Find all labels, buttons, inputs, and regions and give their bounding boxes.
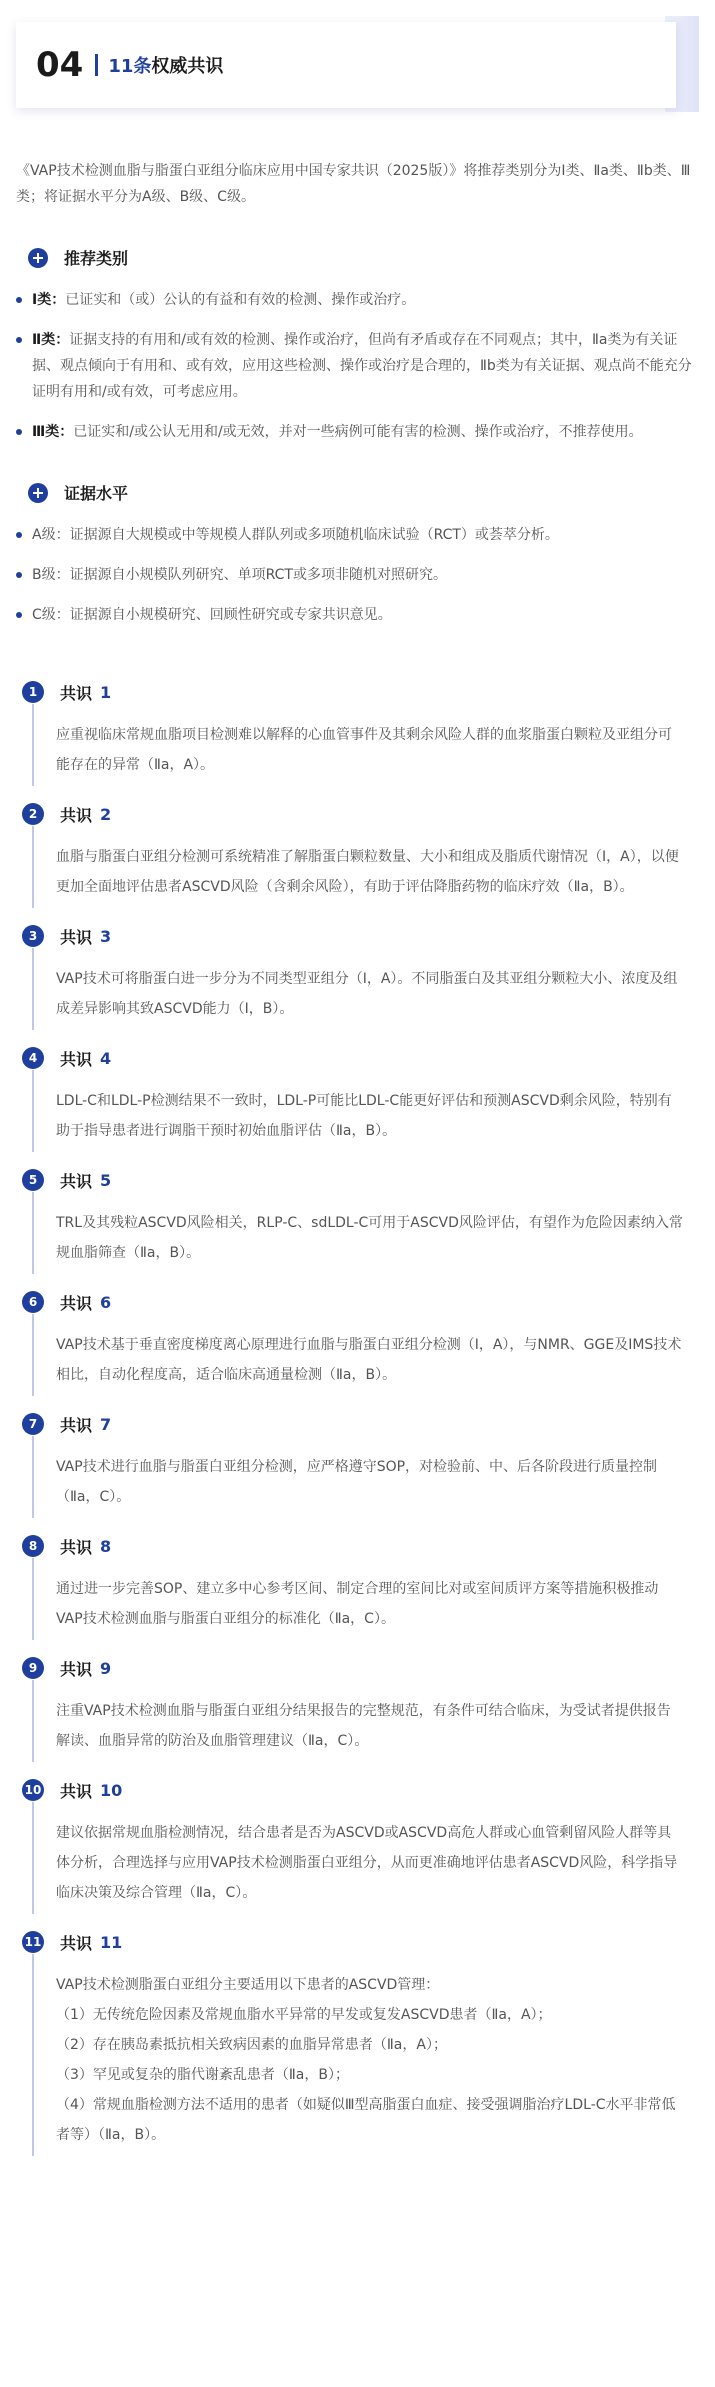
consensus-number-badge: 1 xyxy=(22,681,44,703)
consensus-number-badge: 7 xyxy=(22,1413,44,1435)
consensus-header xyxy=(22,1778,715,1802)
consensus-index: 6 xyxy=(100,1292,112,1312)
consensus-item xyxy=(22,1046,715,1152)
list-item xyxy=(16,602,699,628)
consensus-body xyxy=(32,1802,700,1914)
consensus-body xyxy=(32,1680,700,1762)
consensus-index: 2 xyxy=(100,804,112,824)
consensus-index: 7 xyxy=(100,1414,112,1434)
consensus-label: 共识 xyxy=(60,805,93,825)
consensus-item xyxy=(22,1534,715,1640)
consensus-header xyxy=(22,1290,715,1314)
consensus-text-line: VAP技术可将脂蛋白进一步分为不同类型亚组分（Ⅰ，A）。不同脂蛋白及其亚组分颗粒大小、浓度及组成差异影响其致ASCVD能力（Ⅰ，B）。 xyxy=(56,971,678,1017)
consensus-index: 9 xyxy=(100,1658,112,1678)
list-item-body: 证据支持的有用和/或有效的检测、操作或治疗，但尚有矛盾或存在不同观点；其中，Ⅱa类为有关证据、观点倾向于有用和、或有效，应用这些检测、操作或治疗是合理的，Ⅱb类为有关证据、观点尚不能充分证明有用和/或有效，可考虑应用。 xyxy=(32,332,692,400)
list-item-text xyxy=(32,287,415,313)
consensus-label: 共识 xyxy=(60,927,93,947)
consensus-header xyxy=(22,1656,715,1680)
consensus-text-line: （2）存在胰岛素抵抗相关致病因素的血脂异常患者（Ⅱa，A）； xyxy=(56,2037,447,2053)
recommend-heading xyxy=(0,210,715,269)
consensus-text-line: （1）无传统危险因素及常规血脂水平异常的早发或复发ASCVD患者（Ⅱa，A）； xyxy=(56,2007,552,2023)
list-item xyxy=(16,522,699,548)
consensus-body xyxy=(32,1558,700,1640)
consensus-number-badge: 9 xyxy=(22,1657,44,1679)
consensus-item xyxy=(22,680,715,786)
consensus-index: 3 xyxy=(100,926,112,946)
consensus-body xyxy=(32,948,700,1030)
bullet-dot-icon xyxy=(16,337,22,343)
consensus-index: 1 xyxy=(100,682,112,702)
bullet-dot-icon xyxy=(16,297,22,303)
consensus-body xyxy=(32,1192,700,1274)
consensus-number-badge: 3 xyxy=(22,925,44,947)
consensus-body xyxy=(32,1314,700,1396)
consensus-item xyxy=(22,802,715,908)
consensus-body xyxy=(32,1436,700,1518)
header-card xyxy=(16,22,676,108)
consensus-text-line: 通过进一步完善SOP、建立多中心参考区间、制定合理的室间比对或室间质评方案等措施积极推动VAP技术检测血脂与脂蛋白亚组分的标准化（Ⅱa，C）。 xyxy=(56,1581,659,1627)
consensus-label: 共识 xyxy=(60,1415,93,1435)
list-item xyxy=(16,562,699,588)
list-item-label: Ⅲ类： xyxy=(32,424,74,440)
list-item-body: B级：证据源自小规模队列研究、单项RCT或多项非随机对照研究。 xyxy=(32,567,447,583)
intro-paragraph: 《VAP技术检测血脂与脂蛋白亚组分临床应用中国专家共识（2025版）》将推荐类别分为Ⅰ类、Ⅱa类、Ⅱb类、Ⅲ类；将证据水平分为A级、B级、C级。 xyxy=(16,163,691,205)
consensus-label: 共识 xyxy=(60,1933,93,1953)
consensus-body xyxy=(32,704,700,786)
consensus-label: 共识 xyxy=(60,1171,93,1191)
consensus-header xyxy=(22,924,715,948)
consensus-body xyxy=(32,826,700,908)
bullet-dot-icon xyxy=(16,532,22,538)
list-item-body: C级：证据源自小规模研究、回顾性研究或专家共识意见。 xyxy=(32,607,392,623)
consensus-body xyxy=(32,1070,700,1152)
list-item xyxy=(16,327,699,405)
consensus-index: 5 xyxy=(100,1170,112,1190)
consensus-header xyxy=(22,802,715,826)
consensus-body xyxy=(32,1954,700,2156)
consensus-item xyxy=(22,1656,715,1762)
consensus-label: 共识 xyxy=(60,1781,93,1801)
consensus-header xyxy=(22,680,715,704)
recommend-list xyxy=(0,269,715,445)
section-number: 04 xyxy=(36,45,84,85)
plus-circle-icon xyxy=(28,483,48,503)
consensus-text-line: 建议依据常规血脂检测情况，结合患者是否为ASCVD或ASCVD高危人群或心血管剩留风险人群等具体分析，合理选择与应用VAP技术检测脂蛋白亚组分，从而更准确地评估患者ASCVD风险，科学指导临床决策及综合管理（Ⅱa，C）。 xyxy=(56,1825,678,1901)
consensus-header xyxy=(22,1046,715,1070)
evidence-list xyxy=(0,504,715,628)
header-divider xyxy=(95,54,98,76)
bullet-dot-icon xyxy=(16,612,22,618)
list-item-body: A级：证据源自大规模或中等规模人群队列或多项随机临床试验（RCT）或荟萃分析。 xyxy=(32,527,559,543)
consensus-index: 4 xyxy=(100,1048,112,1068)
consensus-number-badge: 11 xyxy=(22,1931,44,1953)
consensus-index: 11 xyxy=(100,1932,123,1952)
list-item-text xyxy=(32,327,699,405)
consensus-item xyxy=(22,924,715,1030)
list-item xyxy=(16,287,699,313)
consensus-label: 共识 xyxy=(60,1049,93,1069)
consensus-text-line: VAP技术进行血脂与脂蛋白亚组分检测，应严格遵守SOP，对检验前、中、后各阶段进行质量控制（Ⅱa，C）。 xyxy=(56,1459,658,1505)
recommend-heading-text: 推荐类别 xyxy=(64,249,129,268)
consensus-number-badge: 10 xyxy=(22,1779,44,1801)
consensus-label: 共识 xyxy=(60,1293,93,1313)
section-header xyxy=(16,16,699,128)
consensus-number-badge: 2 xyxy=(22,803,44,825)
consensus-text-line: 血脂与脂蛋白亚组分检测可系统精准了解脂蛋白颗粒数量、大小和组成及脂质代谢情况（Ⅰ，A），以便更加全面地评估患者ASCVD风险（含剩余风险），有助于评估降脂药物的临床疗效（Ⅱa，B）。 xyxy=(56,849,679,895)
consensus-header xyxy=(22,1534,715,1558)
consensus-header xyxy=(22,1168,715,1192)
consensus-text-line: VAP技术检测脂蛋白亚组分主要适用以下患者的ASCVD管理： xyxy=(56,1977,440,1993)
consensus-text-line: 应重视临床常规血脂项目检测难以解释的心血管事件及其剩余风险人群的血浆脂蛋白颗粒及亚组分可能存在的异常（Ⅱa，A）。 xyxy=(56,727,672,773)
consensus-header xyxy=(22,1930,715,1954)
consensus-number-badge: 5 xyxy=(22,1169,44,1191)
consensus-index: 10 xyxy=(100,1780,123,1800)
consensus-item xyxy=(22,1778,715,1914)
evidence-heading xyxy=(0,459,715,504)
consensus-number-badge: 8 xyxy=(22,1535,44,1557)
section-count: 11条 xyxy=(108,56,152,77)
consensus-label: 共识 xyxy=(60,683,93,703)
consensus-text-line: （4）常规血脂检测方法不适用的患者（如疑似Ⅲ型高脂蛋白血症、接受强调脂治疗LDL-C水平非常低者等）（Ⅱa，B）。 xyxy=(56,2097,676,2143)
consensus-label: 共识 xyxy=(60,1659,93,1679)
consensus-item xyxy=(22,1168,715,1274)
consensus-text-line: VAP技术基于垂直密度梯度离心原理进行血脂与脂蛋白亚组分检测（Ⅰ，A），与NMR、GGE及IMS技术相比，自动化程度高，适合临床高通量检测（Ⅱa，B）。 xyxy=(56,1337,682,1383)
section-title: 权威共识 xyxy=(151,56,224,77)
list-item-body: 已证实和/或公认无用和/或无效，并对一些病例可能有害的检测、操作或治疗，不推荐使用。 xyxy=(73,424,643,440)
consensus-text-line: 注重VAP技术检测血脂与脂蛋白亚组分结果报告的完整规范，有条件可结合临床，为受试者提供报告解读、血脂异常的防治及血脂管理建议（Ⅱa，C）。 xyxy=(56,1703,671,1749)
consensus-text-line: TRL及其残粒ASCVD风险相关，RLP-C、sdLDL-C可用于ASCVD风险评估，有望作为危险因素纳入常规血脂筛查（Ⅱa，B）。 xyxy=(56,1215,683,1261)
evidence-heading-text: 证据水平 xyxy=(64,484,129,503)
consensus-index: 8 xyxy=(100,1536,112,1556)
consensus-item xyxy=(22,1412,715,1518)
consensus-number-badge: 6 xyxy=(22,1291,44,1313)
list-item-label: Ⅰ类： xyxy=(32,292,66,308)
consensus-text-line: LDL-C和LDL-P检测结果不一致时，LDL-P可能比LDL-C能更好评估和预测ASCVD剩余风险，特别有助于指导患者进行调脂干预时初始血脂评估（Ⅱa，B）。 xyxy=(56,1093,672,1139)
consensus-header xyxy=(22,1412,715,1436)
list-item xyxy=(16,419,699,445)
consensus-text-line: （3）罕见或复杂的脂代谢紊乱患者（Ⅱa，B）； xyxy=(56,2067,349,2083)
list-item-label: Ⅱ类： xyxy=(32,332,70,348)
list-item-text xyxy=(32,419,643,445)
consensus-number-badge: 4 xyxy=(22,1047,44,1069)
consensus-list xyxy=(0,642,715,2156)
article-page xyxy=(0,16,715,2192)
plus-circle-icon xyxy=(28,248,48,268)
consensus-label: 共识 xyxy=(60,1537,93,1557)
bullet-dot-icon xyxy=(16,572,22,578)
bullet-dot-icon xyxy=(16,429,22,435)
list-item-body: 已证实和（或）公认的有益和有效的检测、操作或治疗。 xyxy=(65,292,416,308)
consensus-item xyxy=(22,1290,715,1396)
consensus-item xyxy=(22,1930,715,2156)
